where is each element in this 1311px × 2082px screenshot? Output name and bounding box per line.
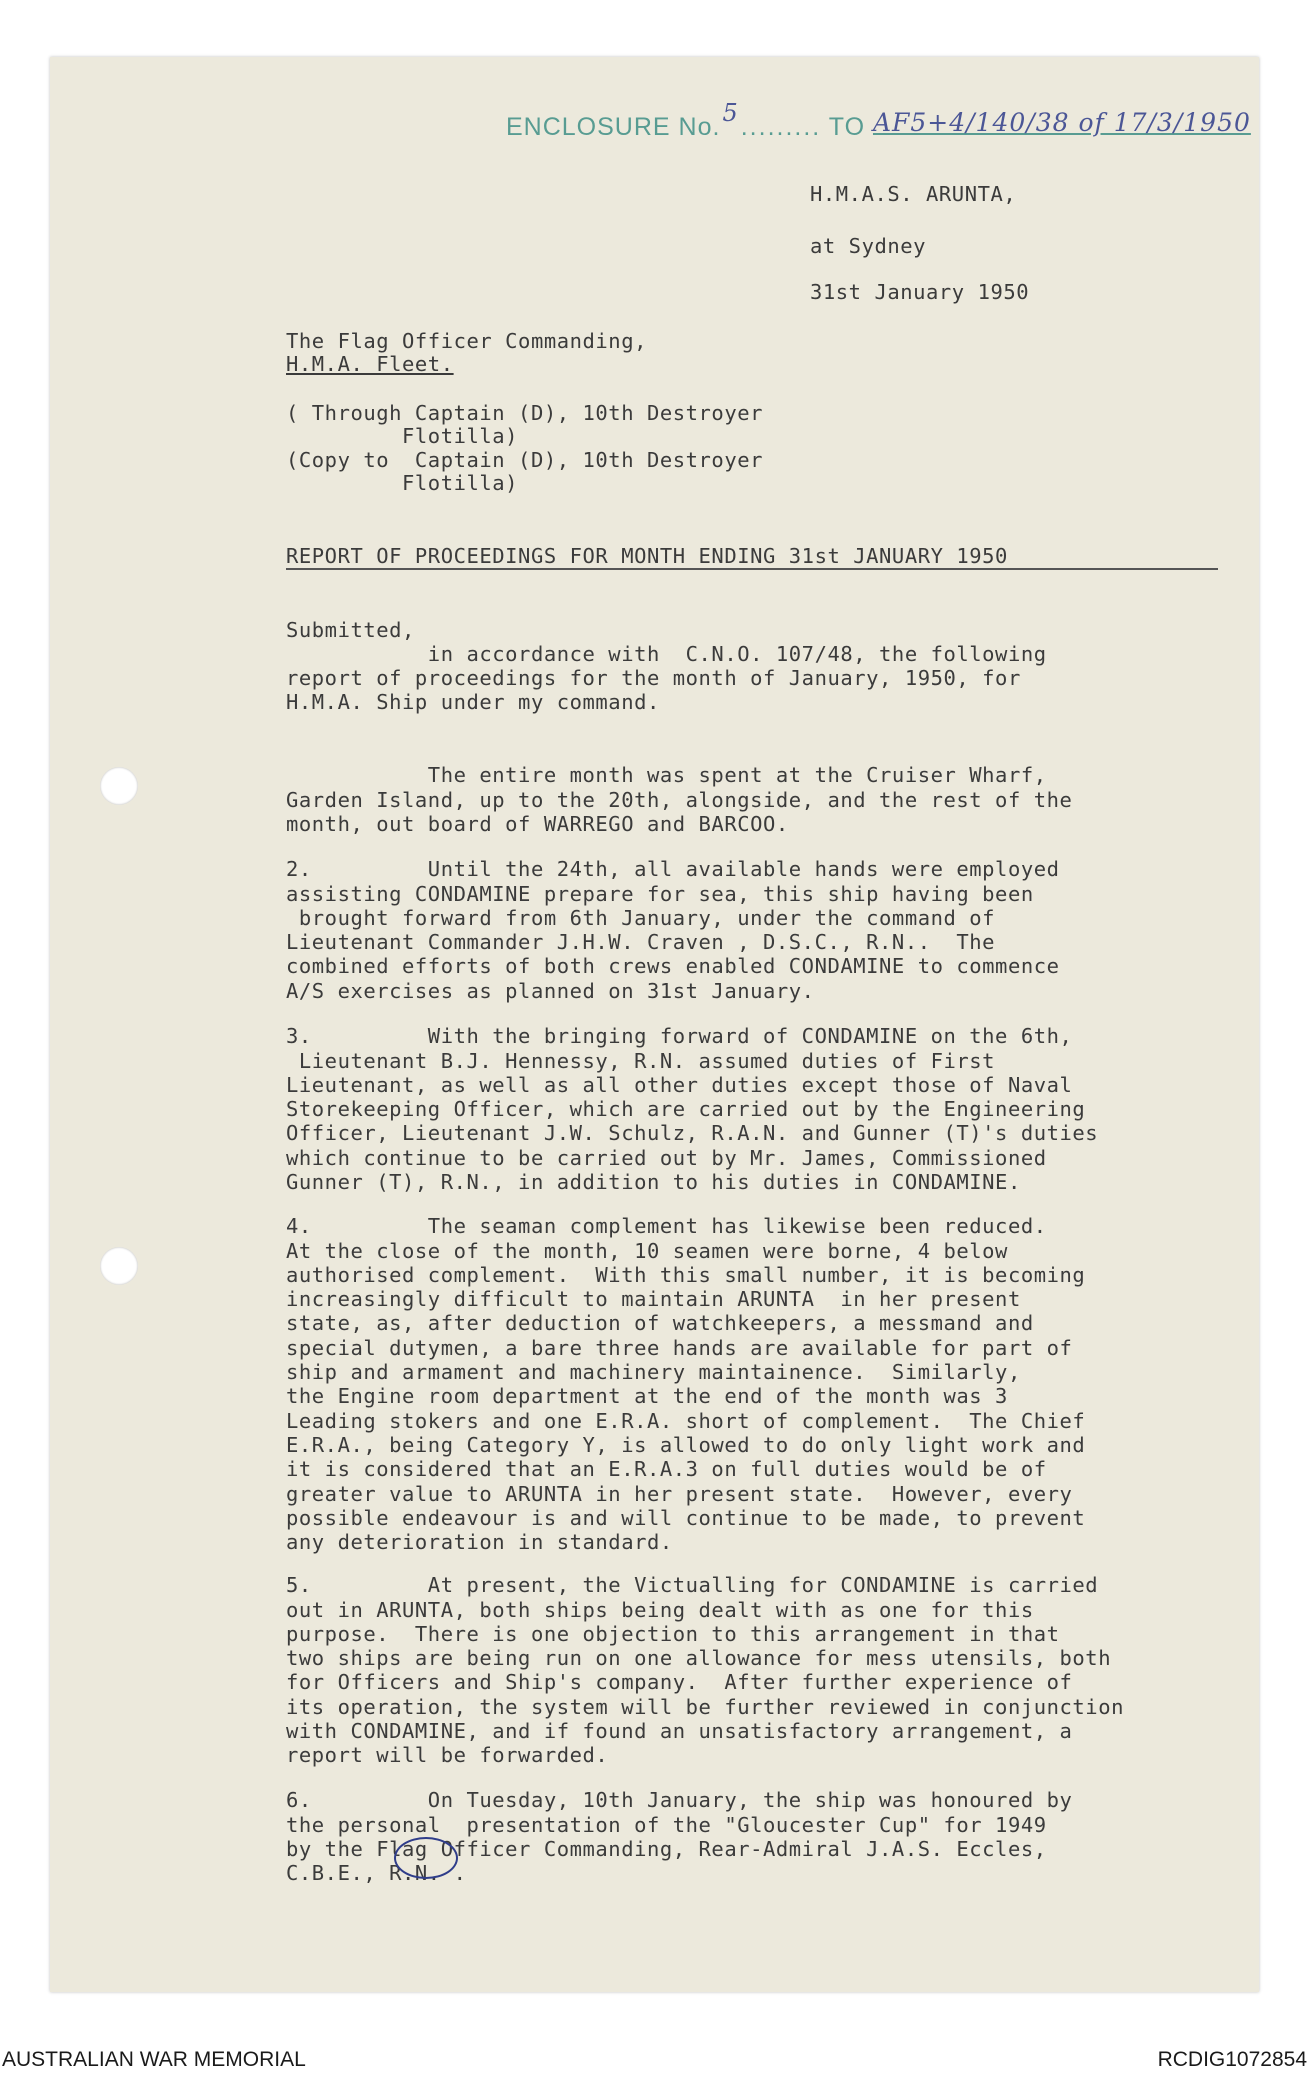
paragraph-line: month, out board of WARREGO and BARCOO. (286, 811, 789, 836)
paragraph-line: At the close of the month, 10 seamen were borne, 4 below (286, 1238, 1008, 1263)
paragraph-line: the Engine room department at the end of the month was 3 (286, 1384, 1008, 1409)
enclosure-file-reference: AF5+4/140/38 of 17/3/1950 (872, 108, 1251, 137)
paragraph-5 (286, 1549, 1124, 1792)
paragraph-line: Officer, Lieutenant J.W. Schulz, R.A.N. and Gunner (T)'s duties (286, 1121, 1099, 1146)
enclosure-stamp (506, 99, 1251, 142)
handwritten-circle-annotation (394, 1837, 458, 1879)
paragraph-line: brought forward from 6th January, under the command of (286, 905, 996, 930)
paragraph-line: Leading stokers and one E.R.A. short of complement. The Chief (286, 1408, 1086, 1433)
paragraph-2 (286, 833, 1060, 1027)
routing-through-2: Flotilla) (286, 424, 519, 448)
letterhead-location: at Sydney (810, 234, 927, 258)
paragraph-line: ship and armament and machinery maintainence. Similarly, (286, 1360, 1021, 1385)
punch-hole-upper (100, 767, 138, 805)
addressee-line-1: The Flag Officer Commanding, (286, 329, 647, 353)
paragraph-line: C.B.E., R.N. . (286, 1861, 467, 1886)
paragraph-6 (286, 1764, 1072, 1910)
paragraph-line: state, as, after deduction of watchkeepers, a messmand and (286, 1311, 1034, 1336)
intro-line-1: in accordance with C.N.O. 107/48, the following (286, 642, 1047, 666)
enclosure-number: 5 (722, 99, 739, 127)
enclosure-to-label: TO (828, 113, 866, 141)
enclosure-stamp-dots: ......... (740, 113, 822, 141)
paragraph-line: 6. On Tuesday, 10th January, the ship was honoured by (286, 1788, 1073, 1813)
paragraph-line: its operation, the system will be further reviewed in conjunction (286, 1694, 1124, 1719)
intro-line-2: report of proceedings for the month of January, 1950, for (286, 666, 1021, 690)
routing-copy-2: Flotilla) (286, 471, 519, 495)
addressee-line-2: H.M.A. Fleet. (286, 352, 454, 376)
paragraph-line: for Officers and Ship's company. After further experience of (286, 1670, 1073, 1695)
enclosure-stamp-label: ENCLOSURE No. (506, 113, 721, 141)
paragraph-line: special dutymen, a bare three hands are available for part of (286, 1335, 1073, 1360)
paragraph-line: out in ARUNTA, both ships being dealt with as one for this (286, 1597, 1034, 1622)
letterhead-date: 31st January 1950 (810, 280, 1030, 304)
paragraph-line: 3. With the bringing forward of CONDAMINE on the 6th, (286, 1024, 1073, 1049)
paragraph-3 (286, 1000, 1098, 1219)
paragraph-line: which continue to be carried out by Mr. James, Commissioned (286, 1145, 1047, 1170)
paragraph-line: increasingly difficult to maintain ARUNTA in her present (286, 1287, 1021, 1312)
paragraph-line: 5. At present, the Victualling for CONDAMINE is carried (286, 1573, 1099, 1598)
paragraph-line: combined efforts of both crews enabled CONDAMINE to commence (286, 954, 1060, 979)
paragraph-line: Lieutenant B.J. Hennessy, R.N. assumed duties of First (286, 1048, 996, 1073)
paragraph-line: Garden Island, up to the 20th, alongside, and the rest of the (286, 787, 1073, 812)
paragraph-4 (286, 1190, 1085, 1579)
paragraph-line: any deterioration in standard. (286, 1530, 673, 1555)
paragraph-line: assisting CONDAMINE prepare for sea, this ship having been (286, 881, 1034, 906)
paragraph-line: with CONDAMINE, and if found an unsatisfactory arrangement, a (286, 1719, 1073, 1744)
paragraph-line: 2. Until the 24th, all available hands were employed (286, 857, 1060, 882)
paragraph-line: possible endeavour is and will continue to be made, to prevent (286, 1505, 1086, 1530)
paragraph-line: The entire month was spent at the Cruiser Wharf, (286, 763, 1047, 788)
paragraph-line: by the Flag Officer Commanding, Rear-Admiral J.A.S. Eccles, (286, 1836, 1047, 1861)
paragraph-line: purpose. There is one objection to this arrangement in that (286, 1621, 1060, 1646)
paragraph-line: Gunner (T), R.N., in addition to his duties in CONDAMINE. (286, 1170, 1021, 1195)
letterhead-ship: H.M.A.S. ARUNTA, (810, 182, 1017, 206)
paragraph-line: E.R.A., being Category Y, is allowed to do only light work and (286, 1432, 1086, 1457)
report-subject: REPORT OF PROCEEDINGS FOR MONTH ENDING 31st JANUARY 1950 (286, 544, 1008, 568)
routing-copy-1: (Copy to Captain (D), 10th Destroyer (286, 448, 764, 472)
intro-line-3: H.M.A. Ship under my command. (286, 690, 660, 714)
paragraph-line: greater value to ARUNTA in her present state. However, every (286, 1481, 1073, 1506)
routing-through-1: ( Through Captain (D), 10th Destroyer (286, 401, 764, 425)
footer-record-id: RCDIG1072854 (1157, 2048, 1307, 2071)
footer-archive-name: AUSTRALIAN WAR MEMORIAL (2, 2048, 306, 2071)
paragraph-line: 4. The seaman complement has likewise been reduced. (286, 1214, 1047, 1239)
punch-hole-lower (100, 1247, 138, 1285)
paragraph-line: authorised complement. With this small number, it is becoming (286, 1262, 1086, 1287)
subject-underline (286, 568, 1218, 570)
paragraph-line: Lieutenant Commander J.H.W. Craven , D.S.C., R.N.. The (286, 930, 996, 955)
paragraph-line: it is considered that an E.R.A.3 on full duties would be of (286, 1457, 1047, 1482)
intro-submitted: Submitted, (286, 618, 415, 642)
paragraph-line: report will be forwarded. (286, 1743, 609, 1768)
paragraph-line: Lieutenant, as well as all other duties except those of Naval (286, 1072, 1073, 1097)
paragraph-line: Storekeeping Officer, which are carried out by the Engineering (286, 1097, 1086, 1122)
paragraph-line: two ships are being run on one allowance for mess utensils, both (286, 1646, 1112, 1671)
paragraph-line: the personal presentation of the "Gloucester Cup" for 1949 (286, 1812, 1047, 1837)
paragraph-line: A/S exercises as planned on 31st January. (286, 978, 815, 1003)
